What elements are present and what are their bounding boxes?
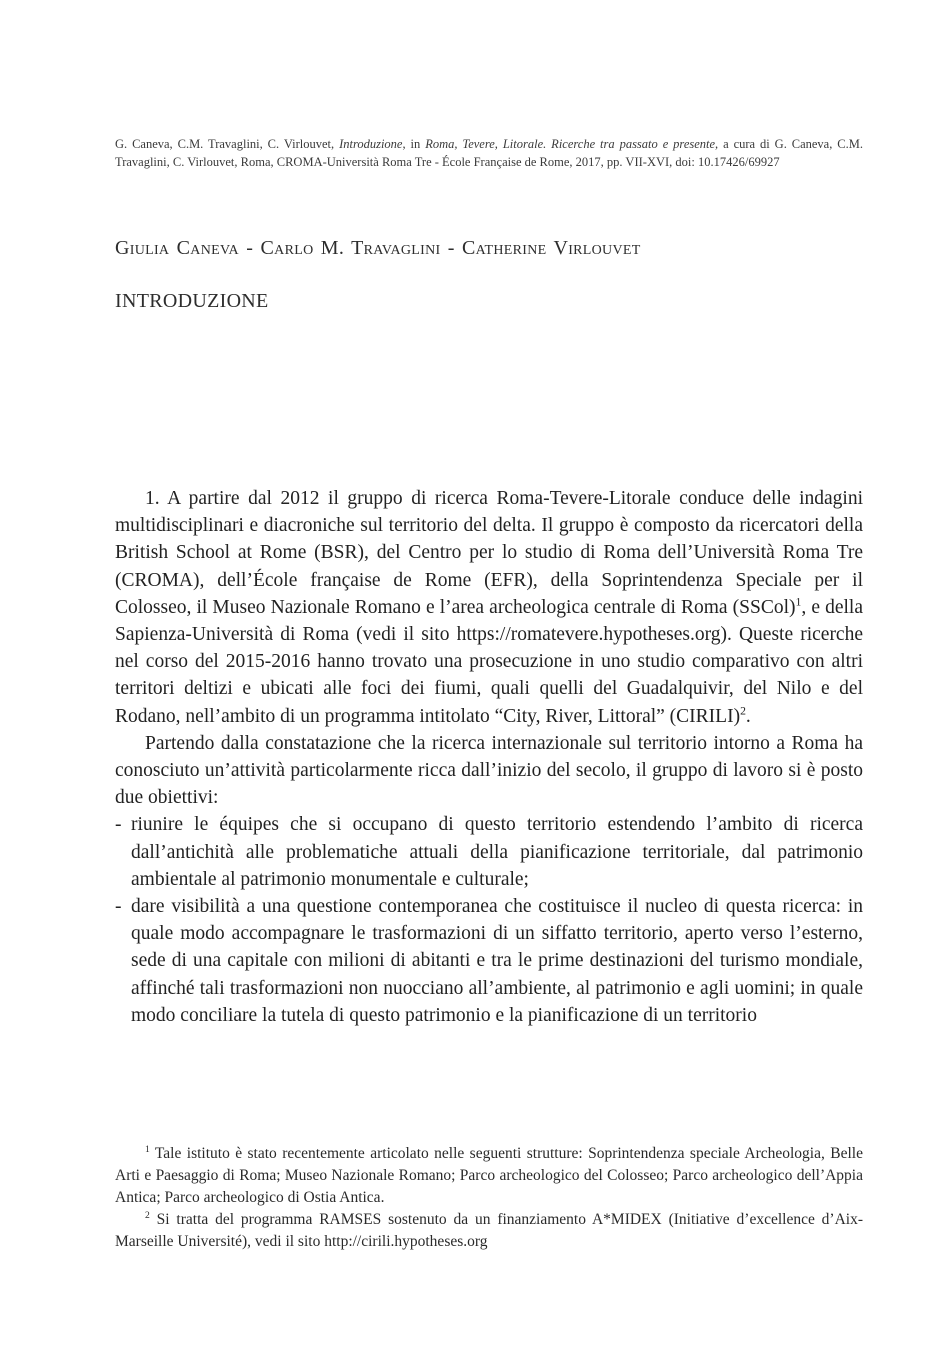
footnotes bbox=[115, 1143, 863, 1253]
paragraph-1 bbox=[115, 485, 863, 730]
footnote-number: 2 bbox=[145, 1209, 150, 1221]
footnote-2 bbox=[115, 1209, 863, 1253]
list-item-text: riunire le équipes che si occupano di questo territorio estendendo l’ambito di ricerca dall’antichità alle problematiche attuali della pianificazione territoriale, dal patrimonio ambientale al patrimonio monumentale e culturale; bbox=[131, 814, 863, 890]
chapter-title: INTRODUZIONE bbox=[115, 290, 269, 312]
footnote-text: Tale istituto è stato recentemente articolato nelle seguenti strutture: Soprintendenza speciale Archeologia, Belle Arti e Paesaggio di Roma; Museo Nazionale Romano; Parco archeologico del Colosseo; Parco archeologico dell’Appia Antica; Parco archeologico di Ostia Antica. bbox=[115, 1145, 863, 1206]
list-item-text: dare visibilità a una questione contemporanea che costituisce il nucleo di questa ricerca: in quale modo accompagnare le trasformazioni di un siffatto territorio, aperto verso l’esterno, sede di una capitale con milioni di abitanti e tra le prime destinazioni del turismo mondiale, affinché tali trasformazioni non nuocciano all’ambiente, al patrimonio e agli uomini; in quale modo conciliare la tutela di questo patrimonio e la pianificazione di un territorio bbox=[131, 896, 863, 1026]
paragraph-1-part-b: , e della Sapienza-Università di Roma (vedi il sito https://romatevere.hypotheses.org). Queste ricerche nel corso del 2015-2016 hanno trovato una prosecuzione in uno studio comparativo con altri territori deltizi e ubicati alle foci dei fiumi, quali quelli del Guadalquivir, del Nilo e del Rodano, nell’ambito di un programma intitolato “City, River, Littoral” (CIRILI) bbox=[115, 596, 863, 727]
paragraph-1-part-a: 1. A partire dal 2012 il gruppo di ricerca Roma-Tevere-Litorale conduce delle indagini multidisciplinari e diacroniche sul territorio del delta. Il gruppo è composto da ricercatori della British School at Rome (BSR), del Centro per lo studio di Roma dell’Università Roma Tre (CROMA), dell’École française de Rome (EFR), della Soprintendenza Speciale per il Colosseo, il Museo Nazionale Romano e l’area archeologica centrale di Roma (SSCol) bbox=[115, 488, 863, 618]
paragraph-2: Partendo dalla constatazione che la ricerca internazionale sul territorio intorno a Roma ha conosciuto un’attività particolarmente ricca dall’inizio del secolo, il gruppo di lavoro si è posto due obiettivi: bbox=[115, 732, 863, 809]
objectives-list bbox=[115, 811, 863, 1026]
list-dash: - bbox=[115, 896, 122, 918]
main-text bbox=[115, 485, 863, 1026]
citation-title: Introduzione bbox=[339, 137, 403, 151]
footnote-1 bbox=[115, 1143, 863, 1209]
footnote-text: Si tratta del programma RAMSES sostenuto da un finanziamento A*MIDEX (Initiative d’excellence d’Aix-Marseille Université), vedi il sito http://cirili.hypotheses.org bbox=[115, 1211, 864, 1250]
authors-line: Giulia Caneva - Carlo M. Travaglini - Catherine Virlouvet bbox=[115, 237, 641, 259]
citation-connector: , in bbox=[402, 137, 426, 151]
citation-header bbox=[115, 135, 863, 171]
footnote-ref-2: 2 bbox=[740, 704, 746, 718]
list-dash: - bbox=[115, 814, 122, 836]
list-item bbox=[115, 811, 863, 893]
footnote-ref-1: 1 bbox=[795, 595, 802, 609]
citation-book-title: Roma, Tevere, Litorale. Ricerche tra passato e presente, bbox=[425, 137, 719, 151]
citation-details: a cura di G. Caneva, C.M. Travaglini, C. Virlouvet, Roma, CROMA-Università Roma Tre - École Française de Rome, 2017, pp. VII-XVI, doi: 10.17426/69927 bbox=[115, 137, 863, 169]
citation-authors: G. Caneva, C.M. Travaglini, C. Virlouvet, bbox=[115, 137, 340, 151]
footnote-number: 1 bbox=[145, 1143, 150, 1155]
list-item bbox=[115, 893, 863, 1026]
paragraph-1-part-c: . bbox=[745, 705, 751, 727]
